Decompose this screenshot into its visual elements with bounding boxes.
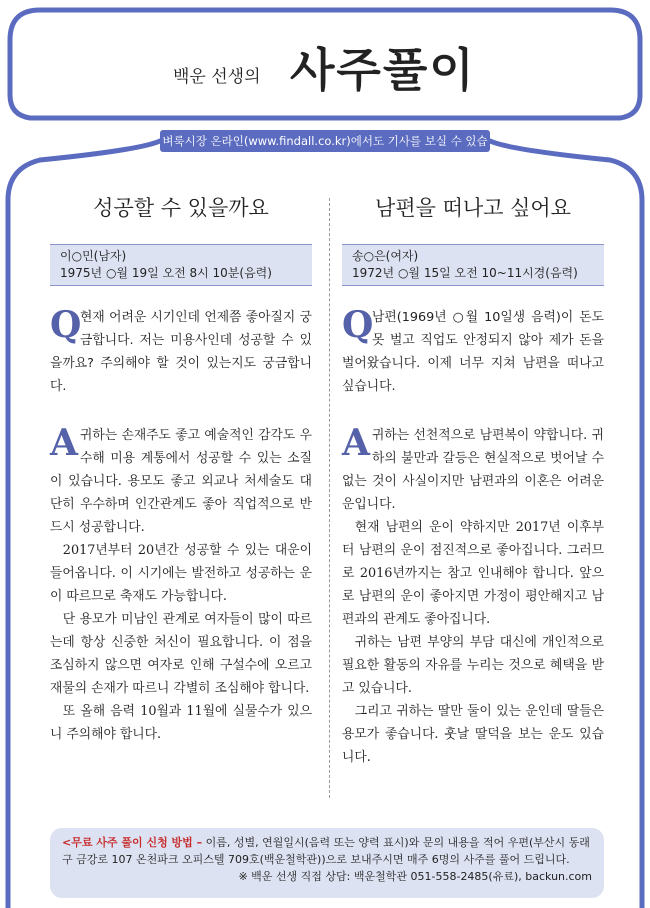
left-question-text: 현재 어려운 시기인데 언제쯤 좋아질지 궁금합니다. 저는 미용사인데 성공할 수 있을까요? 주의해야 할 것이 있는지도 궁금합니다.	[50, 310, 312, 394]
right-column	[342, 180, 604, 769]
right-answer	[342, 424, 604, 769]
right-column-title: 남편을 떠나고 싶어요	[375, 196, 571, 220]
right-person-birth: 1972년 ○월 15일 오전 10~11시경(음력)	[352, 266, 578, 280]
info-body: 이름, 성별, 연월일시(음력 또는 양력 표시)와 문의 내용을 적어 우편(부산시 동래구 금강로 107 온천파크 오피스텔 709호(백운철학관))으로 보내주시면 매주 6명의 사주를 풀어 드립니다.	[62, 836, 590, 866]
right-question-text: 남편(1969년 ○월 10일생 음력)이 돈도 못 벌고 직업도 안정되지 않아 제가 돈을 벌어왔습니다. 이제 너무 지쳐 남편을 떠나고 싶습니다.	[342, 310, 604, 394]
right-answer-paragraph: 그리고 귀하는 딸만 둘이 있는 운인데 딸들은 용모가 좋습니다. 훗날 딸덕을 보는 운도 있습니다.	[342, 704, 604, 765]
notice-bar: 벼룩시장 온라인(www.findall.co.kr)에서도 기사를 보실 수 있습니다.	[160, 130, 490, 152]
left-column-title: 성공할 수 있을까요	[93, 196, 269, 220]
right-answer-paragraph: 귀하는 남편 부양의 부담 대신에 개인적으로 필요한 활동의 자유를 누리는 것으로 혜택을 받고 있습니다.	[342, 635, 604, 696]
left-answer-paragraph: 귀하는 손재주도 좋고 예술적인 감각도 우수해 미용 계통에서 성공할 수 있는 소질이 있습니다. 용모도 좋고 외교나 처세술도 대단히 우수하며 인간관계도 좋아 직업적으로 반드시 성공합니다.	[50, 428, 312, 535]
left-person-birth: 1975년 ○월 19일 오전 8시 10분(음력)	[60, 266, 272, 280]
left-column	[50, 180, 312, 746]
right-answer-paragraph: 현재 남편의 운이 약하지만 2017년 이후부터 남편의 운이 점진적으로 좋아집니다. 그러므로 2016년까지는 참고 인내해야 합니다. 앞으로 남편의 운이 좋아지면 가정이 평안해지고 남편과의 관계도 좋아집니다.	[342, 520, 604, 627]
left-question	[50, 306, 312, 398]
question-letter-icon: Q	[342, 304, 374, 346]
right-person-info	[342, 244, 604, 286]
left-answer-paragraph: 단 용모가 미남인 관계로 여자들이 많이 따르는데 항상 신중한 처신이 필요합니다. 이 점을 조심하지 않으면 여자로 인해 구설수에 오르고 재물의 손재가 따르니 각별히 조심해야 합니다.	[50, 612, 312, 696]
left-person-name: 이○민(남자)	[60, 249, 127, 263]
right-question	[342, 306, 604, 398]
answer-letter-icon: A	[50, 422, 78, 464]
info-lead: <무료 사주 풀이 신청 방법 –	[62, 836, 203, 849]
left-person-info	[50, 244, 312, 286]
right-answer-paragraph: 귀하는 선천적으로 남편복이 약합니다. 귀하의 불만과 갈등은 현실적으로 벗어날 수 없는 것이 사실이지만 남편과의 이혼은 어려운 운입니다.	[342, 428, 604, 512]
info-text	[62, 834, 592, 868]
info-contact: ※ 백운 선생 직접 상담: 백운철학관 051-558-2485(유료), backun.com	[238, 870, 592, 883]
left-answer-paragraph: 또 올해 음력 10월과 11월에 실물수가 있으니 주의해야 합니다.	[50, 704, 312, 742]
left-answer-paragraph: 2017년부터 20년간 성공할 수 있는 대운이 들어옵니다. 이 시기에는 발전하고 성공하는 운이 따르므로 축재도 가능합니다.	[50, 543, 312, 604]
answer-letter-icon: A	[342, 422, 370, 464]
info-box	[50, 828, 604, 898]
right-person-name: 송○은(여자)	[352, 249, 419, 263]
page-title: 사주풀이	[290, 43, 476, 97]
question-letter-icon: Q	[50, 304, 82, 346]
header-subtitle: 백운 선생의	[173, 67, 261, 87]
column-divider	[329, 198, 330, 798]
left-answer	[50, 424, 312, 746]
